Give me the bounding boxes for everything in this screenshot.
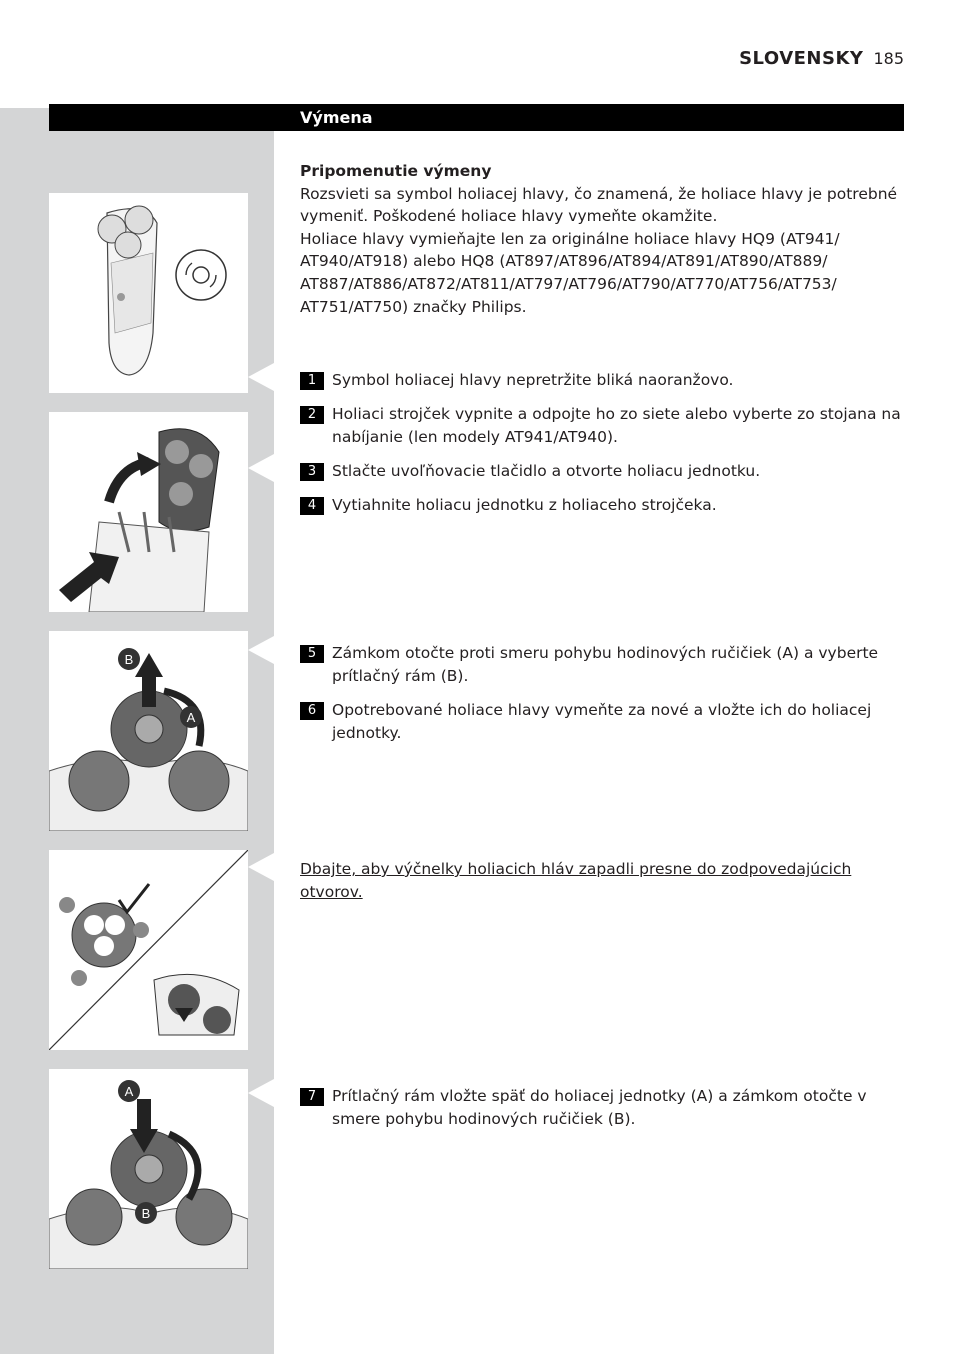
insert-heads-illustration <box>49 850 248 1050</box>
step-7 <box>300 1085 904 1130</box>
step-6 <box>300 699 904 744</box>
page-header <box>739 48 904 69</box>
step-text: Prítlačný rám vložte späť do holiacej jednotky (A) a zámkom otočte v smere pohybu hodinových ručičiek (B). <box>332 1087 867 1128</box>
step-3 <box>300 460 904 483</box>
open-unit-illustration <box>49 412 248 612</box>
step-text: Opotrebované holiace hlavy vymeňte za nové a vložte ich do holiacej jednotky. <box>332 701 872 742</box>
step-number: 4 <box>300 497 324 515</box>
figure-pointer <box>248 363 274 391</box>
shaver-illustration <box>49 193 248 393</box>
remove-frame-illustration <box>49 631 248 831</box>
step-text: Holiaci strojček vypnite a odpojte ho zo siete alebo vyberte zo stojana na nabíjanie (len modely AT941/AT940). <box>332 405 901 446</box>
step-number: 5 <box>300 645 324 663</box>
figure-pointer <box>248 853 274 881</box>
figure-remove-frame <box>49 631 248 831</box>
fig3-label-b: B <box>124 652 134 667</box>
step-number: 7 <box>300 1088 324 1106</box>
figure-open-unit <box>49 412 248 612</box>
figure-pointer <box>248 1079 274 1107</box>
figure-reinsert-frame <box>49 1069 248 1269</box>
page-number: 185 <box>873 49 904 68</box>
reminder-paragraph-1: Rozsvieti sa symbol holiacej hlavy, čo znamená, že holiace hlavy je potrebné vymeniť. Poškodené holiace hlavy vymeňte okamžite. <box>300 184 898 226</box>
figure-pointer <box>248 636 274 664</box>
step-number: 6 <box>300 702 324 720</box>
step-text: Zámkom otočte proti smeru pohybu hodinových ručičiek (A) a vyberte prítlačný rám (B). <box>332 644 879 685</box>
step-1 <box>300 369 904 392</box>
step-text: Vytiahnite holiacu jednotku z holiaceho strojčeka. <box>332 496 717 514</box>
step-5 <box>300 642 904 687</box>
reminder-heading: Pripomenutie výmeny <box>300 162 492 180</box>
step-text: Stlačte uvoľňovacie tlačidlo a otvorte holiacu jednotku. <box>332 462 761 480</box>
section-title-bar <box>49 104 904 131</box>
note-underlined: Dbajte, aby výčnelky holiacich hláv zapadli presne do zodpovedajúcich otvorov. <box>300 860 852 901</box>
reminder-paragraph-2: Holiace hlavy vymieňajte len za originálne holiace hlavy HQ9 (AT941/ AT940/AT918) alebo HQ8 (AT897/AT896/AT894/AT891/AT890/AT889/ AT887/AT886/AT872/AT811/AT797/AT796/AT790/AT770/AT756/AT753/ AT751/AT750) značky Philips. <box>300 229 840 316</box>
reinsert-frame-illustration <box>49 1069 248 1269</box>
figure-pointer <box>248 454 274 482</box>
step-number: 2 <box>300 406 324 424</box>
figure-shaver-symbol <box>49 193 248 393</box>
step-number: 3 <box>300 463 324 481</box>
fig3-label-a: A <box>186 710 196 725</box>
step-number: 1 <box>300 372 324 390</box>
section-title: Výmena <box>300 108 373 127</box>
fig5-label-b: B <box>141 1206 151 1221</box>
step-2 <box>300 403 904 448</box>
step-4 <box>300 494 904 517</box>
header-language: SLOVENSKY <box>739 48 864 69</box>
reminder-block <box>300 160 904 318</box>
step-text: Symbol holiacej hlavy nepretržite bliká naoranžovo. <box>332 371 734 389</box>
figure-insert-heads <box>49 850 248 1050</box>
fig5-label-a: A <box>124 1084 134 1099</box>
